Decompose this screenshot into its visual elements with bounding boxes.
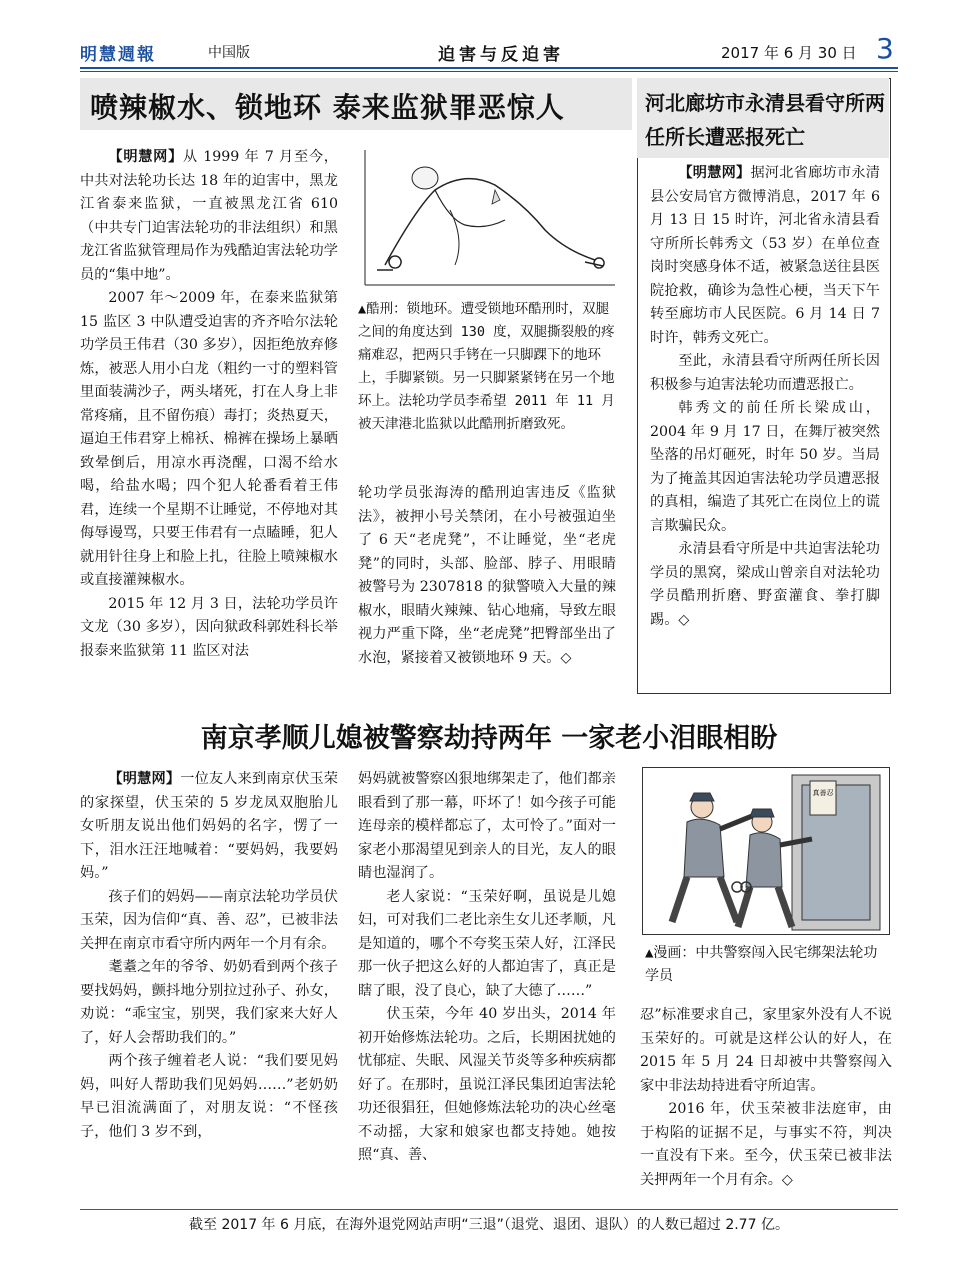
article3-column1 bbox=[80, 768, 338, 1144]
article1-paragraph: 2007 年～2009 年，在泰来监狱第 15 监区 3 中队遭受迫害的齐齐哈尔法轮功学员王伟君（30 多岁），因拒绝放弃修炼，被恶人用小白龙（粗约一寸的塑料管里面装满沙子，两头堵死，打在人身上非常疼痛，且不留伤痕）毒打；炎热夏天，逼迫王伟君穿上棉袄、棉裤在操场上暴晒致晕倒后，用凉水再浇醒，口渴不给水喝，给盐水喝；四个犯人轮番看着王伟君，连续一个星期不让睡觉，不停地对其侮辱谩骂，只要王伟君有一点瞌睡，犯人就用针往身上和脸上扎，往脸上喷辣椒水或直接灌辣椒水。 bbox=[80, 290, 338, 588]
issue-date: 2017 年 6 月 30 日 bbox=[721, 44, 857, 62]
article1-column1 bbox=[80, 146, 338, 663]
illustration-caption: ▲酷刑：锁地环。遭受锁地环酷刑时，双腿之间的角度达到 130 度，双腿撕裂般的疼痛难忍，把两只手铐在一只脚踝下的地环上，手脚紧锁。另一只脚紧紧铐在另一个地环上。法轮功学员李希望 2011 年 11 月被天津港北监狱以此酷刑折磨致死。 bbox=[358, 301, 615, 432]
article2-title: 河北廊坊市永清县看守所两任所长遭恶报死亡 bbox=[645, 91, 885, 149]
article3-paragraph: 伏玉荣，今年 40 岁出头，2014 年初开始修炼法轮功。之后，长期困扰她的忧郁症、失眠、风湿关节炎等多种疾病都好了。在那时，虽说江泽民集团迫害法轮功还很猖狂，但她修炼法轮功的决心丝毫不动摇，大家和娘家也都支持她。她按照“真、善、 bbox=[358, 1006, 616, 1163]
article1-column2 bbox=[358, 482, 616, 670]
article2-column bbox=[650, 162, 880, 632]
article3-paragraph: 两个孩子缠着老人说：“我们要见妈妈，叫好人帮助我们见妈妈……”老奶奶早已泪流满面了，对朋友说：“不怪孩子，他们 3 岁不到， bbox=[80, 1053, 338, 1140]
article3-column3 bbox=[640, 1004, 892, 1192]
source-tag: 【明慧网】 bbox=[108, 149, 184, 165]
article1-title: 喷辣椒水、锁地环 泰来监狱罪恶惊人 bbox=[90, 91, 565, 124]
edition-label: 中国版 bbox=[208, 45, 250, 61]
section-title: 迫害与反迫害 bbox=[438, 45, 564, 65]
article3-paragraph bbox=[80, 768, 338, 886]
masthead-logo: 明慧週報 bbox=[80, 45, 156, 65]
page-number: 3 bbox=[876, 32, 894, 65]
source-tag: 【明慧网】 bbox=[678, 165, 751, 181]
page-header bbox=[80, 32, 898, 66]
article2-paragraph: 韩秀文的前任所长梁成山，2004 年 9 月 17 日，在舞厅被突然坠落的吊灯砸死，时年 50 岁。当局为了掩盖其因迫害法轮功学员遭恶报的真相，编造了其死亡在岗位上的谎言欺骗民众。 bbox=[650, 400, 880, 534]
article3-paragraph: 忍”标准要求自己，家里家外没有人不说玉荣好的。可就是这样公认的好人，在 2015 年 5 月 24 日却被中共警察闯入家中非法劫持进看守所迫害。 bbox=[640, 1007, 892, 1094]
article3-paragraph: 耄耋之年的爷爷、奶奶看到两个孩子要找妈妈，颤抖地分别拉过孙子、孙女，劝说：“乖宝宝，别哭，我们家来大好人了，好人会帮助我们的。” bbox=[80, 959, 338, 1046]
paragraph-text: 据河北省廊坊市永清县公安局官方微博消息，2017 年 6 月 13 日 15 时许，河北省永清县看守所所长韩秀文（53 岁）在单位查岗时突感身体不适，被紧急送往县医院抢救，确诊为急性心梗，当天下午转至廊坊市人民医院。6 月 14 日 7 时许，韩秀文死亡。 bbox=[650, 165, 880, 346]
article3-title: 南京孝顺儿媳被警察劫持两年 一家老小泪眼相盼 bbox=[200, 723, 778, 754]
sign-text: 真善忍 bbox=[812, 789, 834, 797]
cartoon-caption: ▲漫画：中共警察闯入民宅绑架法轮功学员 bbox=[645, 945, 878, 984]
source-tag: 【明慧网】 bbox=[108, 771, 181, 787]
header-rule-thin bbox=[80, 71, 898, 72]
article3-title-bar bbox=[80, 716, 898, 755]
article1-paragraph: 轮功学员张海涛的酷刑迫害违反《监狱法》，被押小号关禁闭，在小号被强迫坐了 6 天“老虎凳”，不让睡觉，坐“老虎凳”的同时，头部、脸部、脖子、用眼睛被警号为 2307818 的狱警喷入大量的辣椒水，眼睛火辣辣、钻心地痛，导致左眼视力严重下降，坐“老虎凳”把臀部坐出了水泡，紧接着又被锁地环 9 天。◇ bbox=[358, 485, 616, 666]
article2-title-bar bbox=[637, 78, 889, 158]
paragraph-text: 从 1999 年 7 月至今，中共对法轮功长达 18 年的迫害中，黑龙江省泰来监狱，一直被黑龙江省 610（中共专门迫害法轮功的非法组织）和黑龙江省监狱管理局作为残酷迫害法轮功学员的“集中地”。 bbox=[80, 149, 338, 283]
article2-paragraph: 至此，永清县看守所两任所长因积极参与迫害法轮功而遭恶报亡。 bbox=[650, 353, 880, 393]
torture-illustration bbox=[355, 150, 619, 290]
article3-paragraph: 2016 年，伏玉荣被非法庭审，由于构陷的证据不足，与事实不符，判决一直没有下来。至今，伏玉荣已被非法关押两年一个月有余。◇ bbox=[640, 1101, 892, 1188]
cartoon-illustration bbox=[642, 767, 890, 935]
article1-paragraph: 2015 年 12 月 3 日，法轮功学员许文龙（30 多岁），因向狱政科郭姓科长举报泰来监狱第 11 监区对法 bbox=[80, 595, 338, 659]
article3-column2 bbox=[358, 768, 616, 1168]
article3-paragraph: 妈妈就被警察凶狠地绑架走了，他们都亲眼看到了那一幕，吓坏了！如今孩子可能连母亲的模样都忘了，太可怜了。”面对一家老小那渴望见到亲人的目光，友人的眼睛也湿润了。 bbox=[358, 771, 616, 881]
article3-paragraph: 老人家说：“玉荣好啊，虽说是儿媳妇，可对我们二老比亲生女儿还孝顺，凡是知道的，哪个不夸奖玉荣人好，江泽民那一伙子把这么好的人都迫害了，真正是瞎了眼，没了良心，缺了大德了……” bbox=[358, 888, 616, 999]
article2-paragraph bbox=[650, 162, 880, 350]
header-rule bbox=[80, 67, 898, 69]
article2-paragraph: 永清县看守所是中共迫害法轮功学员的黑窝，梁成山曾亲自对法轮功学员酷刑折磨、野蛮灌食、拳打脚踢。◇ bbox=[650, 541, 880, 628]
article3-paragraph: 孩子们的妈妈——南京法轮功学员伏玉荣，因为信仰“真、善、忍”，已被非法关押在南京市看守所内两年一个月有余。 bbox=[80, 888, 338, 952]
footer-notice: 截至 2017 年 6 月底，在海外退党网站声明“三退”（退党、退团、退队）的人数已超过 2.77 亿。 bbox=[189, 1217, 789, 1233]
paragraph-text: 一位友人来到南京伏玉荣的家探望，伏玉荣的 5 岁龙凤双胞胎儿女听朋友说出他们妈妈的名字，愣了一下，泪水汪汪地喊着：“要妈妈，我要妈妈。” bbox=[80, 771, 338, 881]
footer-rule bbox=[80, 1209, 898, 1210]
article1-title-bar bbox=[80, 78, 632, 130]
article1-paragraph bbox=[80, 146, 338, 287]
